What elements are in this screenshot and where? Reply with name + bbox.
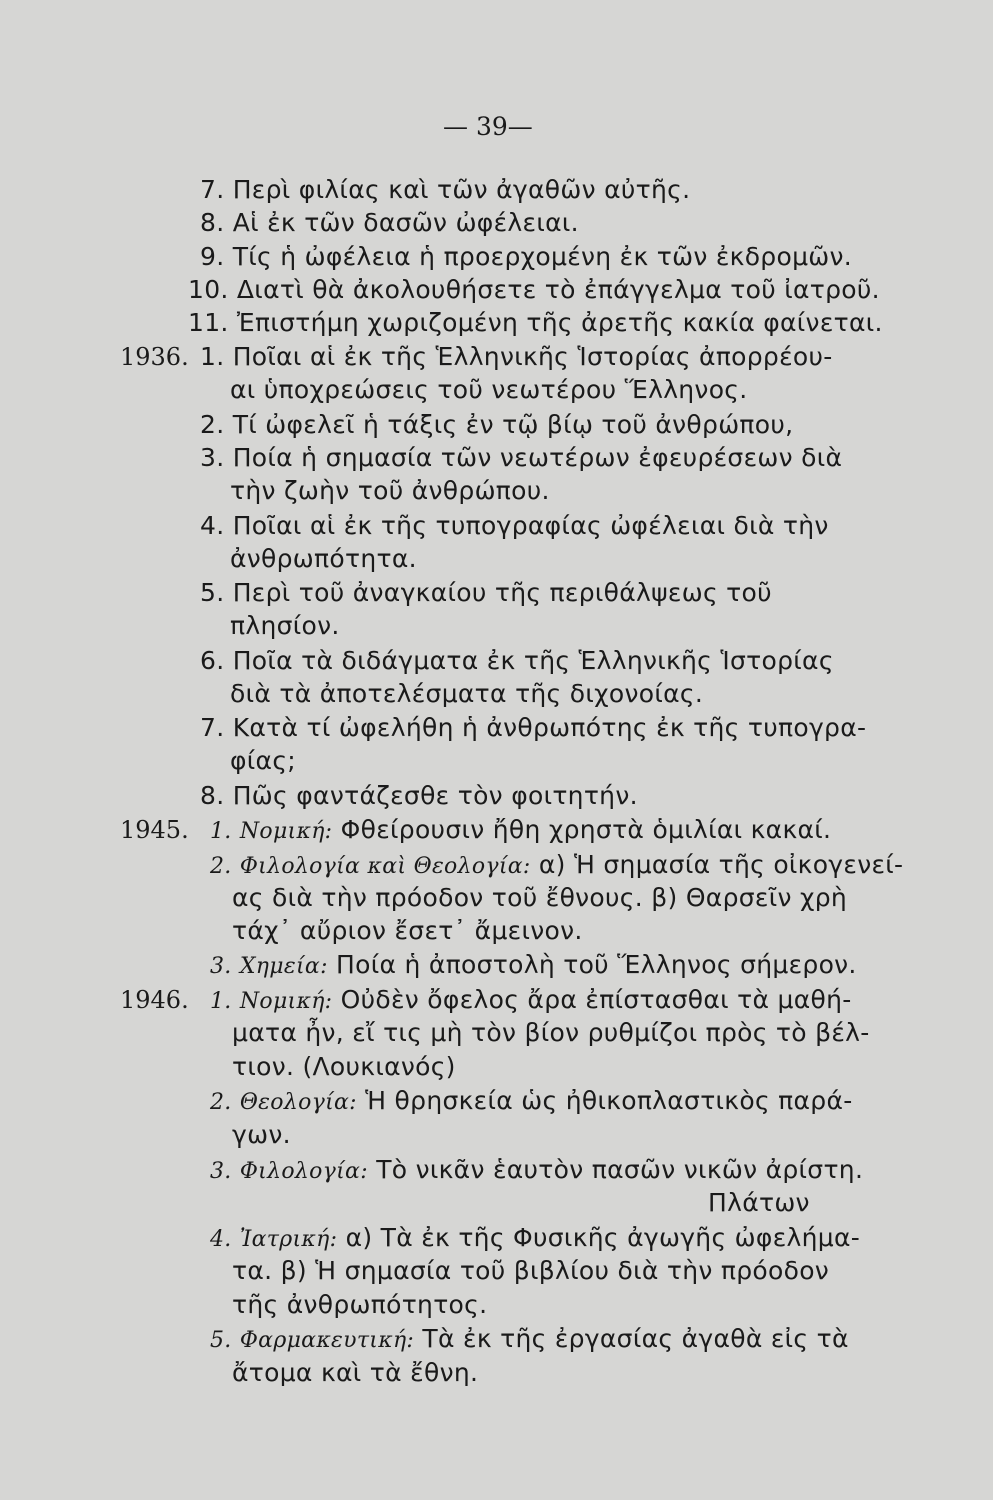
item-number: 5.: [210, 1328, 232, 1353]
list-item: 8. Αἱ ἐκ τῶν δασῶν ὠφέλειαι.: [200, 208, 579, 237]
subject-label: Θεολογία:: [239, 1090, 357, 1115]
subject-label: Χημεία:: [239, 954, 328, 979]
list-item: [210, 1084, 853, 1120]
list-item: ἄτομα καὶ τὰ ἔθνη.: [232, 1358, 479, 1387]
item-number: 2.: [210, 1090, 232, 1115]
list-item: 11. Ἐπιστήμη χωριζομένη τῆς ἀρετῆς κακία φαίνεται.: [188, 308, 883, 337]
list-item: τῆς ἀνθρωπότητος.: [232, 1290, 488, 1319]
list-item: 8. Πῶς φαντάζεσθε τὸν φοιτητήν.: [200, 781, 638, 810]
item-text: Οὐδὲν ὄφελος ἄρα ἐπίστασθαι τὰ μαθή-: [340, 985, 852, 1014]
year-label-1945: 1945.: [120, 816, 189, 844]
list-item: ἀνθρωπότητα.: [230, 544, 417, 573]
list-item: 7. Περὶ φιλίας καὶ τῶν ἀγαθῶν αὐτῆς.: [200, 175, 691, 204]
year-label-1946: 1946.: [120, 986, 189, 1014]
list-item: τα. β) Ἡ σημασία τοῦ βιβλίου διὰ τὴν πρόοδον: [232, 1256, 830, 1285]
list-item: [210, 1221, 860, 1257]
list-item: τάχ᾽ αὔριον ἔσετ᾽ ἄμεινον.: [232, 916, 583, 945]
list-item: [210, 813, 831, 849]
item-text: α) Ἡ σημασία τῆς οἰκογενεί-: [538, 850, 904, 879]
list-item: 7. Κατὰ τί ὠφελήθη ἡ ἀνθρωπότης ἐκ τῆς τυπογρα-: [200, 713, 867, 742]
year-label-1936: 1936.: [120, 343, 189, 371]
list-item: τιον. (Λουκιανός): [232, 1052, 456, 1081]
page-number: — 39—: [443, 112, 533, 141]
item-text: Ποία ἡ ἀποστολὴ τοῦ Ἕλληνος σήμερον.: [336, 950, 857, 979]
list-item: [210, 983, 852, 1019]
list-item: [210, 848, 903, 884]
list-item: 1. Ποῖαι αἱ ἐκ τῆς Ἑλληνικῆς Ἱστορίας ἀπορρέου-: [200, 342, 833, 371]
author-attribution: Πλάτων: [708, 1188, 810, 1217]
list-item: 5. Περὶ τοῦ ἀναγκαίου τῆς περιθάλψεως τοῦ: [200, 578, 772, 607]
list-item: [210, 948, 857, 984]
item-number: 1.: [210, 989, 232, 1014]
item-text: Τὸ νικᾶν ἑαυτὸν πασῶν νικῶν ἀρίστη.: [376, 1155, 864, 1184]
subject-label: Ἰατρική:: [239, 1227, 338, 1252]
subject-label: Φαρμακευτική:: [239, 1328, 415, 1353]
subject-label: Φιλολογία καὶ Θεολογία:: [239, 854, 531, 879]
list-item: διὰ τὰ ἀποτελέσματα τῆς διχονοίας.: [230, 679, 704, 708]
list-item: αι ὑποχρεώσεις τοῦ νεωτέρου Ἕλληνος.: [230, 375, 748, 404]
list-item: [210, 1153, 863, 1189]
item-number: 3.: [210, 954, 232, 979]
item-number: 1.: [210, 819, 232, 844]
list-item: 10. Διατὶ θὰ ἀκολουθήσετε τὸ ἐπάγγελμα τοῦ ἰατροῦ.: [188, 275, 880, 304]
item-number: 2.: [210, 854, 232, 879]
list-item: 4. Ποῖαι αἱ ἐκ τῆς τυπογραφίας ὠφέλειαι διὰ τὴν: [200, 511, 829, 540]
list-item: 9. Τίς ἡ ὠφέλεια ἡ προερχομένη ἐκ τῶν ἐκδρομῶν.: [200, 242, 853, 271]
subject-label: Νομική:: [239, 989, 333, 1014]
list-item: ματα ἦν, εἴ τις μὴ τὸν βίον ρυθμίζοι πρὸς τὸ βέλ-: [232, 1018, 870, 1047]
subject-label: Φιλολογία:: [239, 1159, 368, 1184]
item-text: Τὰ ἐκ τῆς ἐργασίας ἀγαθὰ εἰς τὰ: [422, 1324, 849, 1353]
subject-label: Νομική:: [239, 819, 333, 844]
list-item: [210, 1322, 849, 1358]
list-item: ας διὰ τὴν πρόοδον τοῦ ἔθνους. β) Θαρσεῖν χρὴ: [232, 883, 848, 912]
list-item: 3. Ποία ἡ σημασία τῶν νεωτέρων ἐφευρέσεων διὰ: [200, 443, 843, 472]
list-item: γων.: [232, 1120, 291, 1149]
list-item: πλησίον.: [230, 611, 340, 640]
list-item: φίας;: [230, 746, 297, 775]
item-number: 4.: [210, 1227, 232, 1252]
item-text: α) Τὰ ἐκ τῆς Φυσικῆς ἀγωγῆς ὠφελήμα-: [345, 1223, 861, 1252]
list-item: 6. Ποῖα τὰ διδάγματα ἐκ τῆς Ἑλληνικῆς Ἱστορίας: [200, 646, 834, 675]
list-item: 2. Τί ὠφελεῖ ἡ τάξις ἐν τῷ βίῳ τοῦ ἀνθρώπου,: [200, 410, 794, 439]
item-text: Ἡ θρησκεία ὡς ἠθικοπλαστικὸς παρά-: [365, 1086, 853, 1115]
list-item: τὴν ζωὴν τοῦ ἀνθρώπου.: [230, 476, 550, 505]
item-number: 3.: [210, 1159, 232, 1184]
item-text: Φθείρουσιν ἤθη χρηστὰ ὁμιλίαι κακαί.: [340, 815, 832, 844]
